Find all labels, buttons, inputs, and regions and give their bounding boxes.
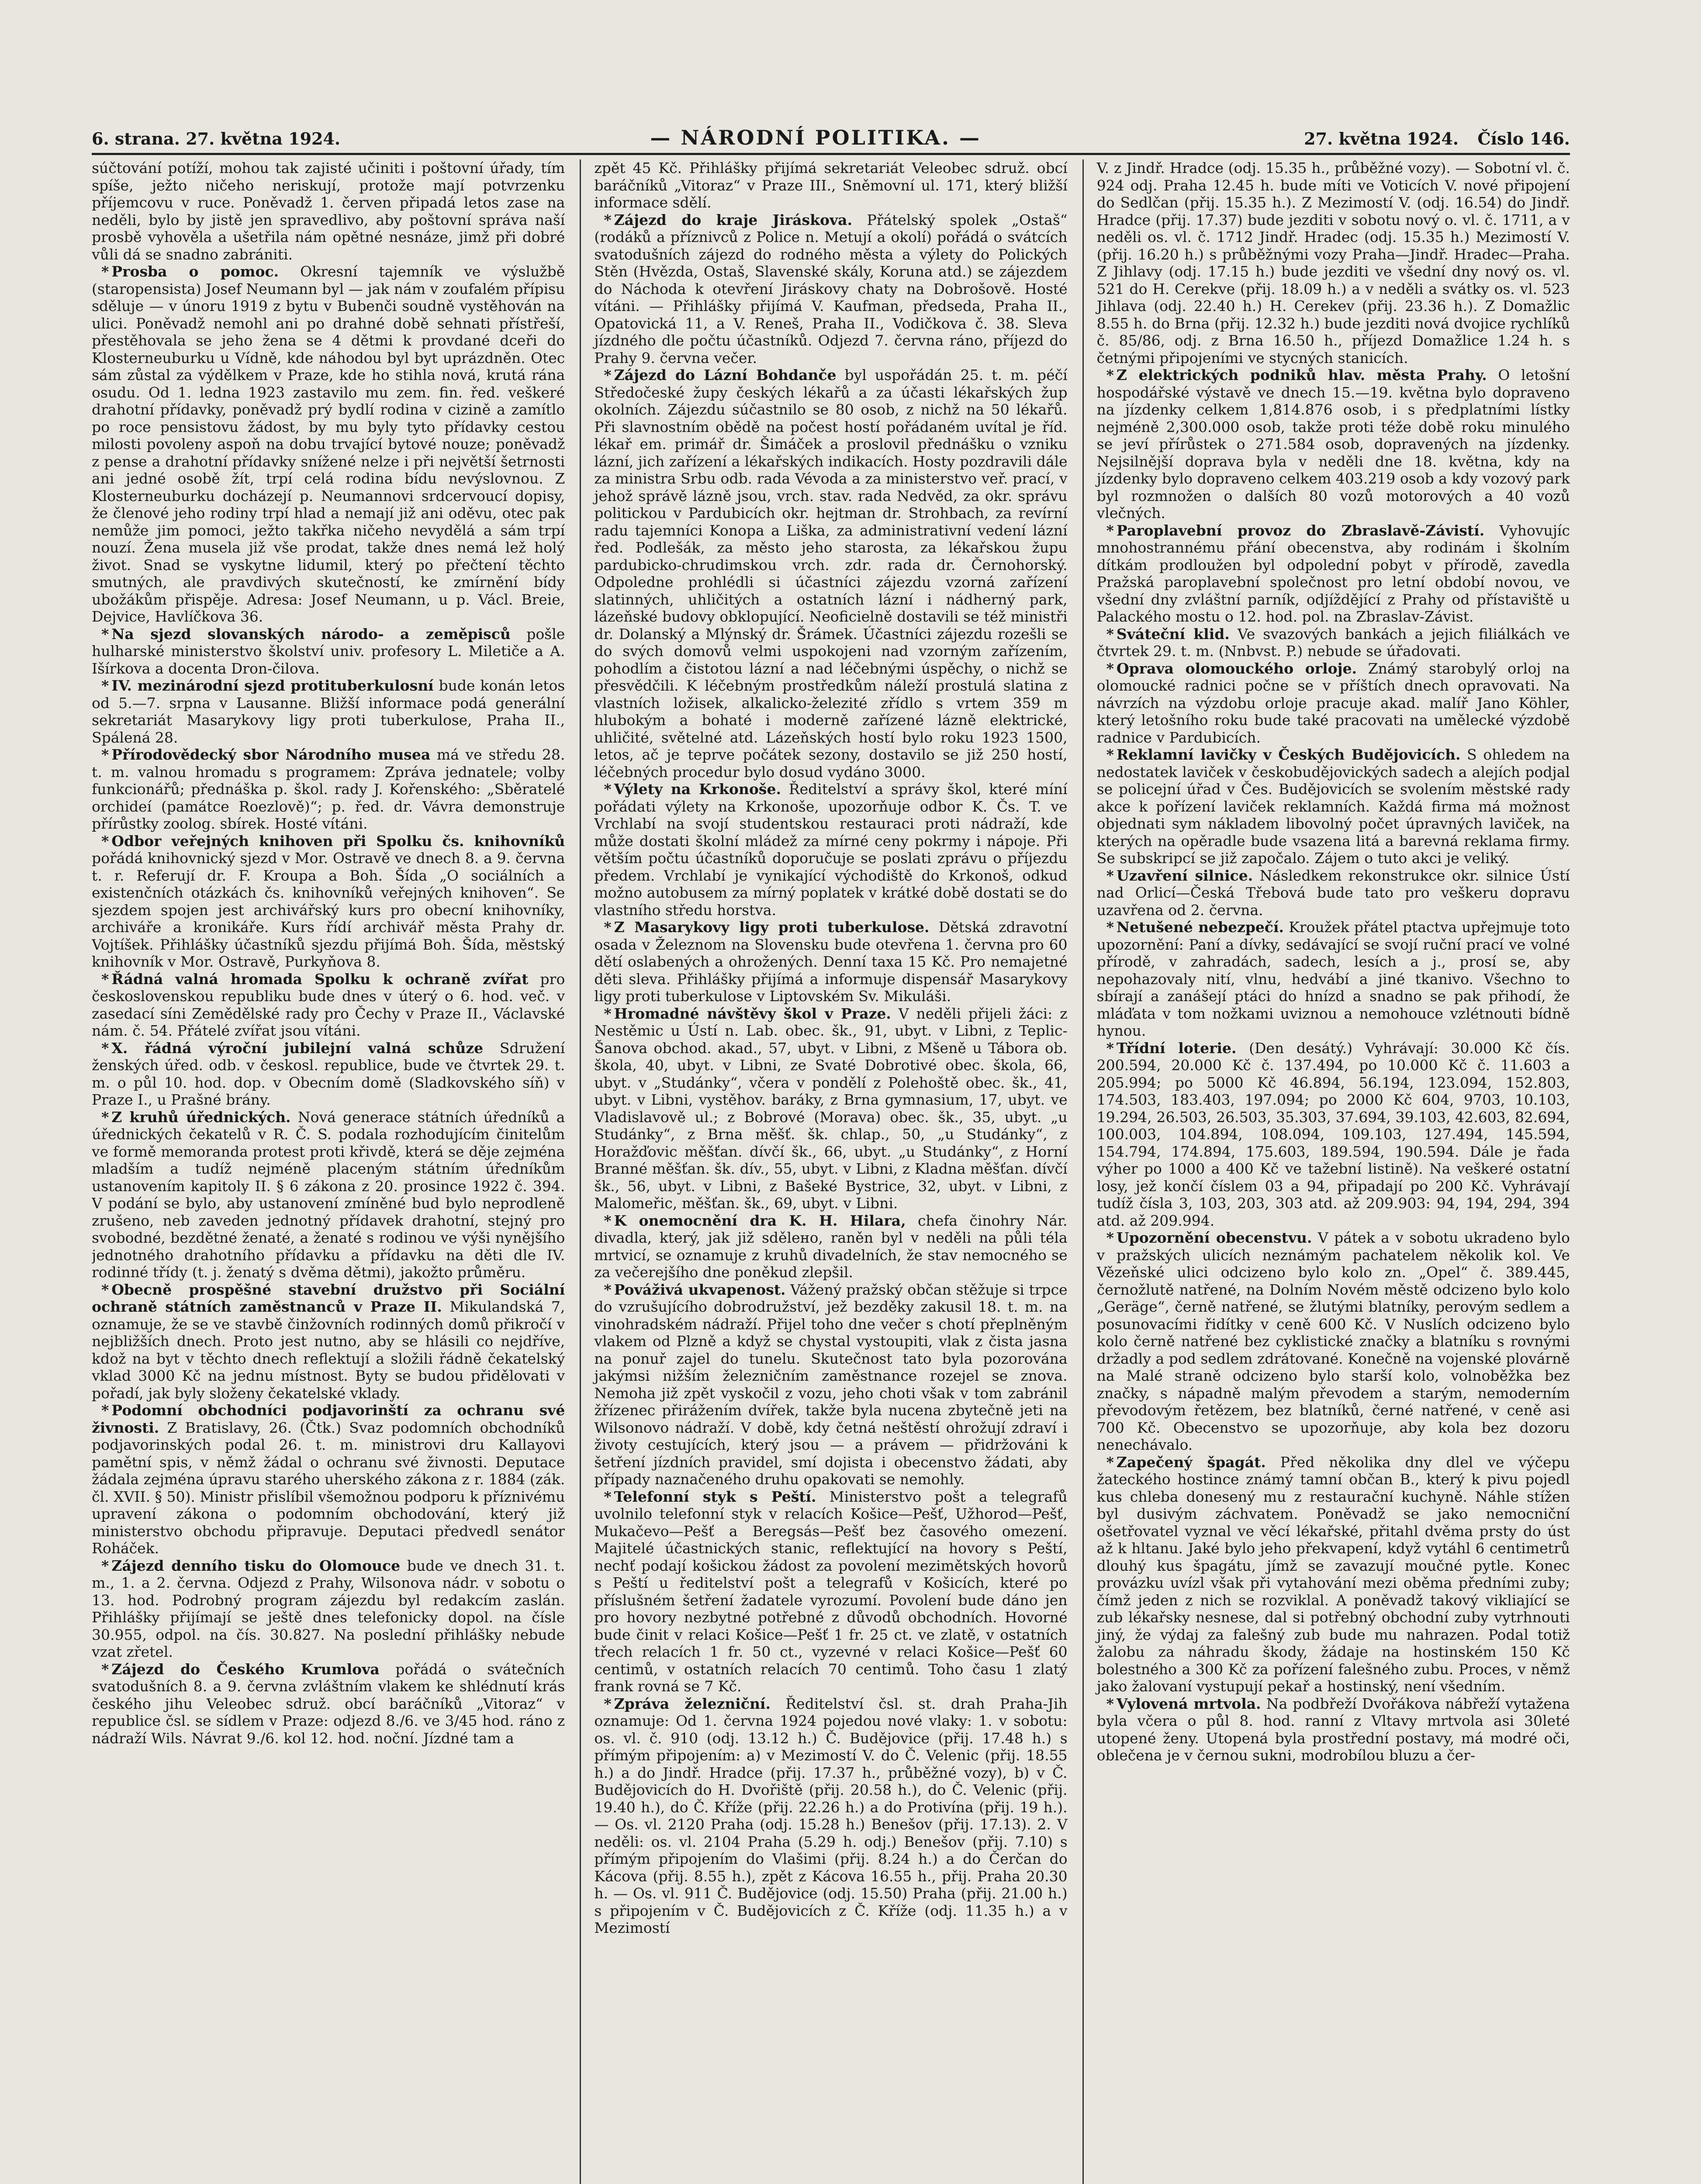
bullet-icon: * [1106,1453,1114,1471]
news-headline: Z Masarykovy ligy proti tuberkulose. [614,919,930,936]
news-item [594,781,1067,919]
news-headline: Zapečený špagát. [1116,1453,1266,1471]
masthead [92,118,1570,155]
news-text: chefa činohry Nár. divadla, který, jak již sdělено, raněn byl v neděli na půli téla mrtvicí, se oznamuje z kruhů divadelních, že stav nemocného se za večerejšího dne poněkud zlepšil. [594,1212,1068,1281]
news-text: pro československou republiku bude dnes v úterý o 6. hod. več. v zasedací síni Zemědělské rady pro Čechy v Praze II., Václavské nám. č. 54. Přátelé zvířat jsou vítáni. [92,970,565,1039]
news-text: bude ve dnech 31. t. m., 1. a 2. června. Odjezd z Prahy, Wilsonova nádr. v sobotu o 13. hod. Podrobný program zájezdu byl redakcím zaslán. Přihlášky přijímají se ještě dnes telefonicky dopol. na čísle 30.955, odpol. na čís. 30.827. Na poslední přihlášky nebude vzat zřetel. [92,1557,565,1660]
news-item [594,919,1067,1005]
news-headline: K onemocnění dra K. H. Hilara, [614,1212,906,1229]
news-headline: Zájezd do Českého Krumlova [111,1660,380,1678]
news-headline: Zpráva železniční. [614,1695,771,1712]
column-1 [92,159,565,2184]
news-headline: Z kruhů úřednických. [111,1108,291,1126]
news-headline: Prosba o pomoc. [111,263,279,280]
news-text: V neděli přijeli žáci: z Nestěmic u Ústí n. Lab. obec. šk., 91, ubyt. v Libni, z Teplic-Šanova obchod. akad., 57, ubyt. v Libni, z Mšeně u Tábora ob. škola, 40, ubyt. v Libni, ze Svaté Dobrotivé obec. škola, 66, ubyt. v „Studánky“, včera v pondělí z Polehoště obec. šk., 41, ubyt. v Libni, vystěhov. baráky, z Brna gymnasium, 17, ubyt. ve Vladislavově ul.; z Bobrové (Morava) obec. šk., 35, ubyt. „u Studánky“, z Brna měšť. šk. chlap., 50, „u Studánky“, z Horažďovic měšťan. dívčí šk., 66, ubyt. „u Studánky“, z Horní Branné měšťan. šk. dív., 55, ubyt. v Libni, z Kladna měšťan. dívčí šk., 56, ubyt. v Libni, z Bašeké Bystrice, 32, ubyt. v Libni, z Malomeřic, měšťan. šk., 69, ubyt. v Libni. [594,1005,1068,1212]
bullet-icon: * [604,1212,612,1229]
news-text: Následkem rekonstrukce okr. silnice Ústí nad Orlicí—Česká Třebová bude tato pro veškeru dopravu uzavřena od 2. června. [1096,867,1570,919]
news-item [1097,1695,1570,1764]
news-headline: Hromadné návštěvy škol v Praze. [614,1005,891,1022]
bullet-icon: * [604,1281,612,1298]
news-item [92,833,565,971]
news-headline: IV. mezinárodní sjezd protituberkulosní [111,677,434,694]
bullet-icon: * [1106,746,1114,763]
bullet-icon: * [1106,919,1114,936]
news-headline: Zájezd do kraje Jiráskova. [614,211,853,228]
news-item [594,1005,1067,1212]
news-headline: Reklamní lavičky v Českých Budějovicích. [1116,746,1461,763]
news-text: pořádá knihovnický sjezd v Mor. Ostravě ve dnech 8. a 9. června t. r. Referují dr. F. Kroupa a Boh. Šída „O sociálních a existenčních otázkách čs. knihovníků veřejných knihoven“. Se sjezdem spojen jest archivářský kurs pro obecní knihovníky, archiváře a kronikáře. Kurs řídí archivář města Prahy dr. Vojtíšek. Přihlášky účastníků sjezdu přijímá Boh. Šída, městský knihovník v Mor. Ostravě, Purkyňova 8. [92,850,565,970]
column-2 [580,159,1067,2184]
bullet-icon: * [1106,1695,1114,1712]
bullet-icon: * [1106,366,1114,384]
bullet-icon: * [1106,625,1114,643]
news-text: byl uspořádán 25. t. m. péčí Středočeské župy českých lékařů a za účasti lékařských žup okolních. Zájezdu súčastnilo se 80 osob, z nichž na 50 lékařů. Při slavnostním obědě na počest hostí pořádaném uvítal je říd. lékař em. primář dr. Šimáček a proslovil přednášku o vzniku lázní, jich zařízení a lékařských indikacích. Hosty pozdravili dále za ministra Srbu odb. rada Vévoda a za ministerstvo veř. prací, v jehož správě lázně jsou, vrch. stav. rada Nedvěd, za okr. správu politickou v Pardubicích okr. hejtman dr. Strohbach, za revírní radu tajemníci Konopa a Liška, za administrativní vedení lázní řed. Podlešák, za město jeho starosta, za lékařskou župu pardubicko-chrudimskou vrch. zdr. rada dr. Černohorský. Odpoledne prohlédli si účastníci zájezdu vzorná zařízení slatinných, uhličitých a ostatních lázní i nádherný park, lázeňské budovy obklopující. Neoficielně dostavili se též ministři dr. Dolanský a Mlýnský dr. Šrámek. Účastníci zájezdu rozešli se do svých domovů velmi uspokojeni nad vzorným zařízením, pohodlím a čistotou lázní a nad léčebnými úspěchy, o nichž se přesvědčili. K léčebným prostředkům náleží prostulá slatina z vlastních ložisek, alkalicko-železité zřídlo s vrtem 359 m hlubokým a bohaté i moderně zařízené lázně elektrické, uhličité, světelné atd. Lázeňských hostí bylo roku 1923 1500, letos, ač je teprve počátek sezony, dostavilo se již 250 hostí, léčebných procedur bylo dosud vydáno 3000. [594,366,1068,781]
news-item [594,1695,1067,1937]
bullet-icon: * [1106,1039,1114,1057]
issue-date: 27. května 1924. [1304,129,1459,149]
news-headline: Odbor veřejných knihoven při Spolku čs. knihovníků [111,832,565,850]
news-headline: Podomní obchodníci podjavorinští za ochranu své živnosti. [92,1402,565,1436]
news-item [92,159,565,263]
news-headline: Pováživá ukvapenost. [614,1281,786,1298]
news-headline: Obecně prospěšné stavební družstvo při Sociální ochraně státních zaměstnanců v Praze II. [92,1281,565,1315]
bullet-icon: * [604,1695,612,1712]
news-text: pošle hulharské ministerstvo školství univ. profesory L. Miletiče a A. Išírkova a docenta Dron-čilova. [92,625,565,677]
news-item [92,1661,565,1747]
bullet-icon: * [101,1660,109,1678]
news-headline: Třídní loterie. [1116,1039,1237,1057]
news-text: Vážený pražský občan stěžuje si trpce do vzrušujícího dobrodružství, jež bezděky zakusil 18. t. m. na vinohradském nádraží. Přijel toho dne večer s chotí přeplněným vlakem od Plzně a když se chystal vystoupiti, vlak z čista jasna na ponuř zajel do tunelu. Skutečnost tato byla pozorována jakýmsi nižším železničním zaměstnance rozejel se znova. Nemoha již zpět vyskočil z vozu, jeho choti však v tom zabránil žřízenec přirážením dvířek, takže byla nucena zbytečně jeti na Wilsonovo nádraží. V době, kdy četná neštěstí ohrožují zdraví i životy cestujících, který jsou — a právem — přidržováni k šetření jízdních pravidel, smí dojista i obecenstvo žádati, aby případy naznačeného druhu opakovati se nemohly. [594,1281,1068,1488]
news-item [1097,867,1570,919]
news-text: zpět 45 Kč. Přihlášky přijímá sekretariát Veleobec sdruž. obcí baráčníků „Vitoraz“ v Praze III., Sněmovní ul. 171, který bližší informace sdělí. [594,159,1068,211]
news-text: bude konán letos od 5.—7. srpna v Lausanne. Bližší informace podá generální sekretariát Masarykovy ligy proti tuberkulose, Praha II., Spálená 28. [92,677,565,746]
news-headline: Sváteční klid. [1116,625,1230,643]
bullet-icon: * [101,1108,109,1126]
news-headline: Oprava olomouckého orloje. [1116,660,1357,677]
news-item [1097,919,1570,1040]
news-text: S ohledem na nedostatek laviček v českobudějovických sadech a alejích podjal se policejní úřad v Čes. Budějovicích se svolením městské rady akce k pořízení laviček reklamních. Každá firma má možnost objednati sym nákladem libovolný počet úpravných laviček, na kterých na opěradle bude vsazena litá a barevná reklama firmy. Se subskripcí se již započalo. Zájem o tuto akci je veliký. [1096,746,1570,867]
bullet-icon: * [604,919,612,936]
news-item [594,1212,1067,1281]
bullet-icon: * [1106,1229,1114,1246]
news-headline: Zájezd denního tisku do Olomouce [111,1557,401,1574]
news-item [92,677,565,746]
newspaper-title: — NÁRODNÍ POLITIKA. — [650,126,981,149]
page-date-left: 6. strana. 27. května 1924. [92,129,341,149]
news-item [1097,1229,1570,1454]
bullet-icon: * [101,263,109,280]
news-text: Ředitelství čsl. st. drah Praha-Jih oznamuje: Od 1. června 1924 pojedou nové vlaky: 1. v sobotu: os. vl. č. 910 (odj. 13.12 h.) Č. Budějovice (přij. 17.48 h.) s přímým připojením: a) v Mezimostí V. do Č. Velenic (přij. 18.55 h.) a do Jindř. Hradce (přij. 17.37 h., průběžné vozy), b) v Č. Budějovicích do H. Dvořiště (přij. 20.58 h.), do Č. Velenic (přij. 19.40 h.), do Č. Kříže (přij. 22.26 h.) a do Protivína (přij. 19 h.). — Os. vl. 2120 Praha (odj. 15.28 h.) Benešov (přij. 17.13). 2. V neděli: os. vl. 2104 Praha (5.29 h. odj.) Benešov (přij. 7.10) s přímým připojením do Vlašimi (přij. 8.24 h.) a do Čerčan do Kácova (přij. 8.55 h.), zpět z Kácova 16.55 h., přij. Praha 20.30 h. — Os. vl. 911 Č. Budějovice (odj. 15.50) Praha (přij. 21.00 h.) s připojením v Č. Budějovicích z Č. Kříže (odj. 11.35 h.) a v Mezimostí [594,1695,1068,1936]
news-item [92,1040,565,1109]
news-headline: Netušené nebezpečí. [1116,919,1284,936]
news-text: O letošní hospodářské výstavě ve dnech 15.—19. května bylo dopraveno na jízdenky celkem 1,814.876 osob, i s předplatními lístky nejméně 2,300.000 osob, takže proti téže době roku minulého se jeví přírůstek o 271.584 osob, dopravených na jízdenky. Nejsilnější doprava byla v neděli dne 18. května, kdy na jízdenky bylo dopraveno celkem 403.219 osob a kdy vozový park byl rozmnožen o dalších 80 vozů motorových a 40 vozů vlečných. [1096,366,1570,522]
news-item [92,746,565,833]
news-item [92,263,565,625]
news-text: Kroužek přátel ptactva upřejmuje toto upozornění: Paní a dívky, sedávající se svojí ruční prací ve volné přírodě, v zahradách, sadech, lesích a j., prosí se, aby nepohazovaly nití, vlnu, hedvábí a jiné tkanivo. Všechno to sbírají a zanášejí ptáci do hnízd a snadno se pak přihodí, že mláďata v tom nožkami uviznou a nemohouce vzlétnouti bídně hynou. [1096,919,1570,1039]
bullet-icon: * [101,746,109,763]
news-headline: Přírodovědecký sbor Národního musea [111,746,431,763]
bullet-icon: * [604,211,612,228]
news-text: Vyhovujíc mnohostrannému přání obecenstva, aby rodinám i školním dítkám prodloužen byl odpolední pobyt v přírodě, zavedla Pražská paroplavební společnost pro letní období novou, ve všední dny zvláštní parník, odjíždějící z Prahy od přístaviště u Palackého mostu o 12. hod. pol. na Zbraslav-Závist. [1096,522,1570,625]
news-item [1097,366,1570,522]
news-text: (Den desátý.) Vyhrávají: 30.000 Kč čís. 200.594, 20.000 Kč č. 137.494, po 10.000 Kč č. 11.603 a 205.994; po 5000 Kč 46.894, 56.194, 123.094, 152.803, 174.503, 183.403, 197.094; po 2000 Kč 604, 9703, 10.103, 19.294, 26.503, 26.503, 35.303, 37.694, 39.103, 42.603, 82.694, 100.003, 104.894, 108.094, 109.103, 127.494, 145.594, 154.794, 174.894, 175.603, 189.594, 190.594. Dále je řada výher po 1000 a 400 Kč ve tažební listině). Na veškeré ostatní losy, jež končí číslem 03 a 94, připadají po 200 Kč. Vyhrávají tudíž čísla 3, 103, 203, 303 atd. až 209.903: 94, 194, 294, 394 atd. až 209.994. [1096,1039,1570,1229]
bullet-icon: * [101,1039,109,1057]
news-item [92,625,565,677]
news-item [1097,159,1570,366]
news-item [92,971,565,1040]
news-text: má ve středu 28. t. m. valnou hromadu s programem: Zpráva jednatele; volby funkcionářů; přednáška p. škol. rady J. Kořenského: „Sběratelé orchideí (památce Roezlově)“; p. řed. dr. Vávra demonstruje přírůstky zoolog. sbírek. Hosté vítáni. [92,746,565,832]
news-text: pořádá o svátečních svatodušních 8. a 9. června zvláštním vlakem ke shlédnutí krás českého jihu Veleobec sdruž. obcí baráčníků „Vitoraz“ v republice čsl. se sídlem v Praze: odjezd 8./6. ve 3/45 hod. ráno z nádraží Wils. Návrat 9./6. kol 12. hod. noční. Jízdné tam a [92,1660,565,1747]
bullet-icon: * [604,781,612,798]
news-item [92,1281,565,1402]
news-item [1097,1454,1570,1695]
column-3 [1082,159,1570,2184]
bullet-icon: * [604,1005,612,1022]
news-item [1097,746,1570,867]
news-text: Dětská zdravotní osada v Železnom na Slovensku bude otevřena 1. června pro 60 dětí oslabených a ohrožených. Denní taxa 15 Kč. Pro nemajetné děti sleva. Přihlášky přijímá a informuje dispensář Masarykovy ligy proti tuberkulose v Liptovském Sv. Mikuláši. [594,919,1068,1005]
issue-number: Číslo 146. [1477,129,1570,149]
bullet-icon: * [101,1281,109,1298]
bullet-icon: * [101,625,109,643]
news-text: Okresní tajemník ve výslužbě (staropensista) Josef Neumann byl — jak nám v zoufalém přípisu sděluje — v únoru 1919 z bytu v Bubenči soudně vystěhován na ulici. Poněvadž nemohl ani po drahné době sehnati přístřeší, přestěhovala se jeho žena se 4 dětmi k provdané dceři do Klosterneuburku u Vídně, kde náhodou byl byt uprázdněn. Otec sám zůstal za výdělkem v Praze, kde ho stihla nová, krutá rána osudu. Od 1. ledna 1923 zastavilo mu zem. fin. řed. veškeré drahotní přídavky, poněvadž prý bydlí rodina v cizině a zamítlo po roce pensistovu žádost, by mu byly tyto přídavky cestou milosti povoleny aspoň na dobu trvající bytové nouze; poněvadž z pense a drahotní přídavky snížené nelze i při největší šetrnosti ani jedné osobě žít, trpí celá rodina bídu nevýslovnou. Z Klosterneuburku docházejí p. Neumannovi srdcervoucí dopisy, že členové jeho rodiny trpí hlad a nemají již ani oděvu, otec pak nemůže jim pomoci, ježto takřka ničeho nevydělá a sám trpí nouzí. Žena musela již vše prodat, takže dnes nemá lež holý život. Snad se vyskytne lidumil, který po přečtení těchto smutných, ale pravdivých skutečností, ke zmírnění bídy ubožákům přispěje. Adresa: Josef Neumann, u p. Václ. Breie, Dejvice, Havlíčkova 36. [92,263,565,625]
news-item [594,1488,1067,1695]
news-headline: Vylovená mrtvola. [1116,1695,1261,1712]
news-text: V pátek a v sobotu ukradeno bylo v pražských ulicích neznámým pachatelem několik kol. Ve Vězeňské ulici odcizeno bylo kolo zn. „Opel“ č. 389.445, černožlutě natřené, na Dolním Novém městě odcizeno bylo kolo „Geräge“, černě natřené, se žlutými blatníky, perovým sedlem a posunovacími řidítky v ceně 600 Kč. V Nuslích odcizeno bylo kolo černě natřené bez cyklistické značky a blatníku s rovnými držadly a pod sedlem zdrátované. Konečně na vojenské plovárně na Malé straně odcizeno bylo starší kolo, volnoběžka bez značky, s nápadně malým převodem a starým, nemoderním převodovým řetězem, bez blatníků, černé natřené, v ceně asi 700 Kč. Obecenstvo se upozorňuje, aby kola bez dozoru nenechávalo. [1096,1229,1570,1453]
columns [92,159,1570,2184]
news-item [92,1557,565,1661]
news-text: súčtování potíží, mohou tak zajisté učiniti i poštovní úřady, tím spíše, ježto ničeho neriskují, protože mají potvrzenku příjemcovu v ruce. Poněvadž 1. červen připadá letos zase na neděli, bylo by jistě jen spravedlivo, aby poštovní správa naší prosbě vyhověla a ušetřila nám opětné nesnáze, jimž při dobré vůli dá se snadno zabrániti. [92,159,565,263]
news-headline: Řádná valná hromada Spolku k ochraně zvířat [111,970,529,988]
news-text: Přátelský spolek „Ostaš“ (rodáků a příznivců z Police n. Metují a okolí) pořádá o svátcích svatodušních zájezd do rodného města a výlety do Polických Stěn (Hvězda, Ostaš, Slavenské skály, Koruna atd.) se zájezdem do Náchoda k otevření Jiráskovy chaty na Dobrošově. Hosté vítáni. — Přihlášky přijímá V. Kaufman, předseda, Praha II., Opatovická 11, a V. Reneš, Praha II., Vodičkova č. 38. Sleva jízdného dle počtu účastníků. Odjezd 7. června ráno, příjezd do Prahy 9. června večer. [594,211,1068,366]
page-date-right [1291,129,1570,153]
news-headline: Paroplavební provoz do Zbraslavě-Závistí. [1116,522,1485,539]
news-headline: Upozornění obecenstvu. [1116,1229,1312,1246]
bullet-icon: * [1106,660,1114,677]
bullet-icon: * [604,1488,612,1505]
news-headline: Na sjezd slovanských národo- a zeměpisců [111,625,511,643]
news-item [594,1281,1067,1488]
news-item [1097,660,1570,746]
news-text: Na podbřeží Dvořákova nábřeží vytažena byla včera o půl 8. hod. ranní z Vltavy mrtvola asi 30leté utopené ženy. Utopená byla prostřední postavy, má modré oči, oblečena je v černou sukni, modrobílou bluzu a čer- [1096,1695,1570,1764]
bullet-icon: * [1106,522,1114,539]
bullet-icon: * [1106,867,1114,884]
news-item [92,1402,565,1557]
bullet-icon: * [101,1557,109,1574]
news-item [1097,522,1570,625]
news-item [594,159,1067,211]
news-headline: Telefonní styk s Peští. [614,1488,816,1505]
news-item [594,211,1067,367]
bullet-icon: * [101,1402,109,1419]
news-headline: Zájezd do Lázní Bohdanče [614,366,837,384]
news-headline: X. řádná výroční jubilejní valná schůze [111,1039,484,1057]
news-text: Před několika dny dlel ve výčepu žateckého hostince známý tamní občan B., který k pivu pojedl kus chleba donesený mu z restaurační kuchyně. Náhle stížen byl dusivým záchvatem. Poněvadž se jako nemocniční ošetřovatel vyznal ve věcí lékařské, přitahl dvěma prsty do úst až k hltanu. Jaké bylo jeho překvapení, když vytáhl 6 centimetrů dlouhý kus špagátu, jímž se zavazují moučné pytle. Konec provázku uvízl však při vytahování mezi oběma předními zuby; čímž jeden z nich se rozviklal. A poněvadž takový vikliající se zub lékařsky nesnese, dal si potřebný obchodní zuby vytrhnouti jiný, že výdaj za falešný zub bude mu nahrazen. Podal totiž žalobu za náhradu škody, žádaje na hostinském 150 Kč bolestného a 300 Kč za pořízení falešného zubu. Proces, v němž jako žalovaní vystupují pekař a hostinský, není všedním. [1096,1453,1570,1695]
bullet-icon: * [101,677,109,694]
news-item [92,1109,565,1281]
news-headline: Výlety na Krkonoše. [614,781,781,798]
news-item [1097,1040,1570,1230]
news-headline: Uzavření silnice. [1116,867,1253,884]
news-text: V. z Jindř. Hradce (odj. 15.35 h., průběžné vozy). — Sobotní vl. č. 924 odj. Praha 12.45 h. bude míti ve Voticích V. nové připojení do Sedlčan (přij. 15.35 h.). Z Mezimostí V. (odj. 16.54) do Jindř. Hradce (přij. 17.37) bude jezditi v sobotu nový o. vl. č. 1711, a v neděli os. vl. č. 1712 Jindř. Hradec (odj. 15.35 h.) Mezimostí V. (přij. 16.20 h.) s průběžnými vozy Praha—Jindř. Hradec—Praha. Z Jihlavy (odj. 17.15 h.) bude jezditi ve všední dny nový os. vl. 521 do H. Cerekve (přij. 18.09 h.) a v neděli a svátky os. vl. 523 Jihlava (odj. 22.40 h.) H. Cerekev (přij. 23.36 h.). Z Domažlic 8.55 h. do Brna (přij. 12.32 h.) bude jezditi nová dvojice rychlíků č. 85/86, odj. z Brna 16.50 h., příjezd Domažlice 1.24 h. s četnými připojeními ve stycných stanicích. [1096,159,1570,366]
news-text: Z Bratislavy, 26. (Čtk.) Svaz podomních obchodníků podjavorinských podal 26. t. m. ministrovi dru Kallayovi pamětní spis, v němž žádal o ochranu své živnosti. Deputace žádala zejména úpravu starého uherského zákona z r. 1884 (zák. čl. XVII. § 50). Ministr přislíbil všemožnou podporu k příznivému upravení zákona o podomním obchodování, který již ministerstvo obchodu připravuje. Deputaci předvedl senátor Roháček. [92,1419,565,1557]
news-text: Sdružení ženských úřed. odb. v českosl. republice, bude ve čtvrtek 29. t. m. o půl 10. hod. dop. v Obecním domě (Sladkovského síň) v Praze I., u Prašné brány. [92,1039,565,1108]
bullet-icon: * [101,832,109,850]
news-item [594,366,1067,781]
bullet-icon: * [604,366,612,384]
news-headline: Z elektrických podniků hlav. města Prahy. [1116,366,1487,384]
news-text: Ve svazových bankách a jejich filiálkách ve čtvrtek 29. t. m. (Nnbvst. P.) nebude se úřadovati. [1096,625,1570,660]
bullet-icon: * [101,970,109,988]
news-text: Nová generace státních úředníků a úřednických čekatelů v R. Č. S. podala rozhodujícím činitelům ve formě memoranda protest proti křivdě, která se děje zejména mladším a tudíž nejméně placeným státním úředníkům ustanovením kapitoly II. § 6 zákona z 20. prosince 1922 č. 394. V podání se bylo, aby ustanovení zmíněné bud bylo neprodleně zrušeno, neb zaveden jednotný přídavek drahotní, stejný pro svobodné, bezdětné ženaté, a ženaté s rodinou ve výši nynějšího jednotného drahotního přídavku a přídavku na děti dle IV. rodinné třídy (t. j. ženatý s dvěma dětmi), jakožto průměru. [92,1108,565,1281]
news-text: Ministerstvo pošt a telegrafů uvolnilo telefonní styk v relacích Košice—Pešť, Užhorod—Pešť, Mukačevo—Pešť a Beregsás—Pešť bez časového omezení. Majitelé účastnických stanic, reflektující na hovory s Peští, nechť podají košickou žádost za povolení mezimětských hovorů s Peští u ředitelství pošt a telegrafů v Košicích, které po příslušném šetření žadatele vyrozumí. Povolení bude dáno jen pro hovory nezbytné potřebné z důvodů obchodních. Hovorné bude činit v relaci Košice—Pešť 1 fr. 25 ct. ve zlatě, v ostatních třech relacích 1 fr. 50 ct., vyzevné v relaci Košice—Pešť 60 centimů, v ostatních relacích 70 centimů. Toho času 1 zlatý frank rovná se 7 Kč. [594,1488,1068,1695]
news-text: Známý starobylý orloj na olomoucké radnici počne se v příštích dnech opravovati. Na návrzích na výzdobu orloje pracuje akad. malíř Jano Köhler, který letošního roku bude také pracovati na umělecké výzdobě radnice v Pardubicích. [1096,660,1570,746]
news-text: Ředitelství a správy škol, které míní pořádati výlety na Krkonoše, upozorňuje odbor K. Čs. T. ve Vrchlabí na svojí studentskou restauraci proti nádraží, kde může dostati školní mládež za mírné ceny pokrmy i nápoje. Při větším počtu účastníků doporučuje se poslati zprávu o příjezdu předem. Vrchlabí je vynikající východiště do Krkonoš, odkud možno autobusem za mírný poplatek v krátké době dostati se do vlastního středu horstva. [594,781,1068,919]
news-text: Mikulandská 7, oznamuje, že se ve stavbě činžovních rodinných domů přikročí v nejbližších dnech. Proto jest nutno, aby se hlásili co nejdříve, kdož na byt v těchto dnech reflektují a složili řádně čekatelský vklad 3000 Kč na jednu místnost. Byty se budou přidělovati v pořadí, jak byly složeny čekatelské vklady. [92,1298,565,1402]
news-item [1097,625,1570,660]
